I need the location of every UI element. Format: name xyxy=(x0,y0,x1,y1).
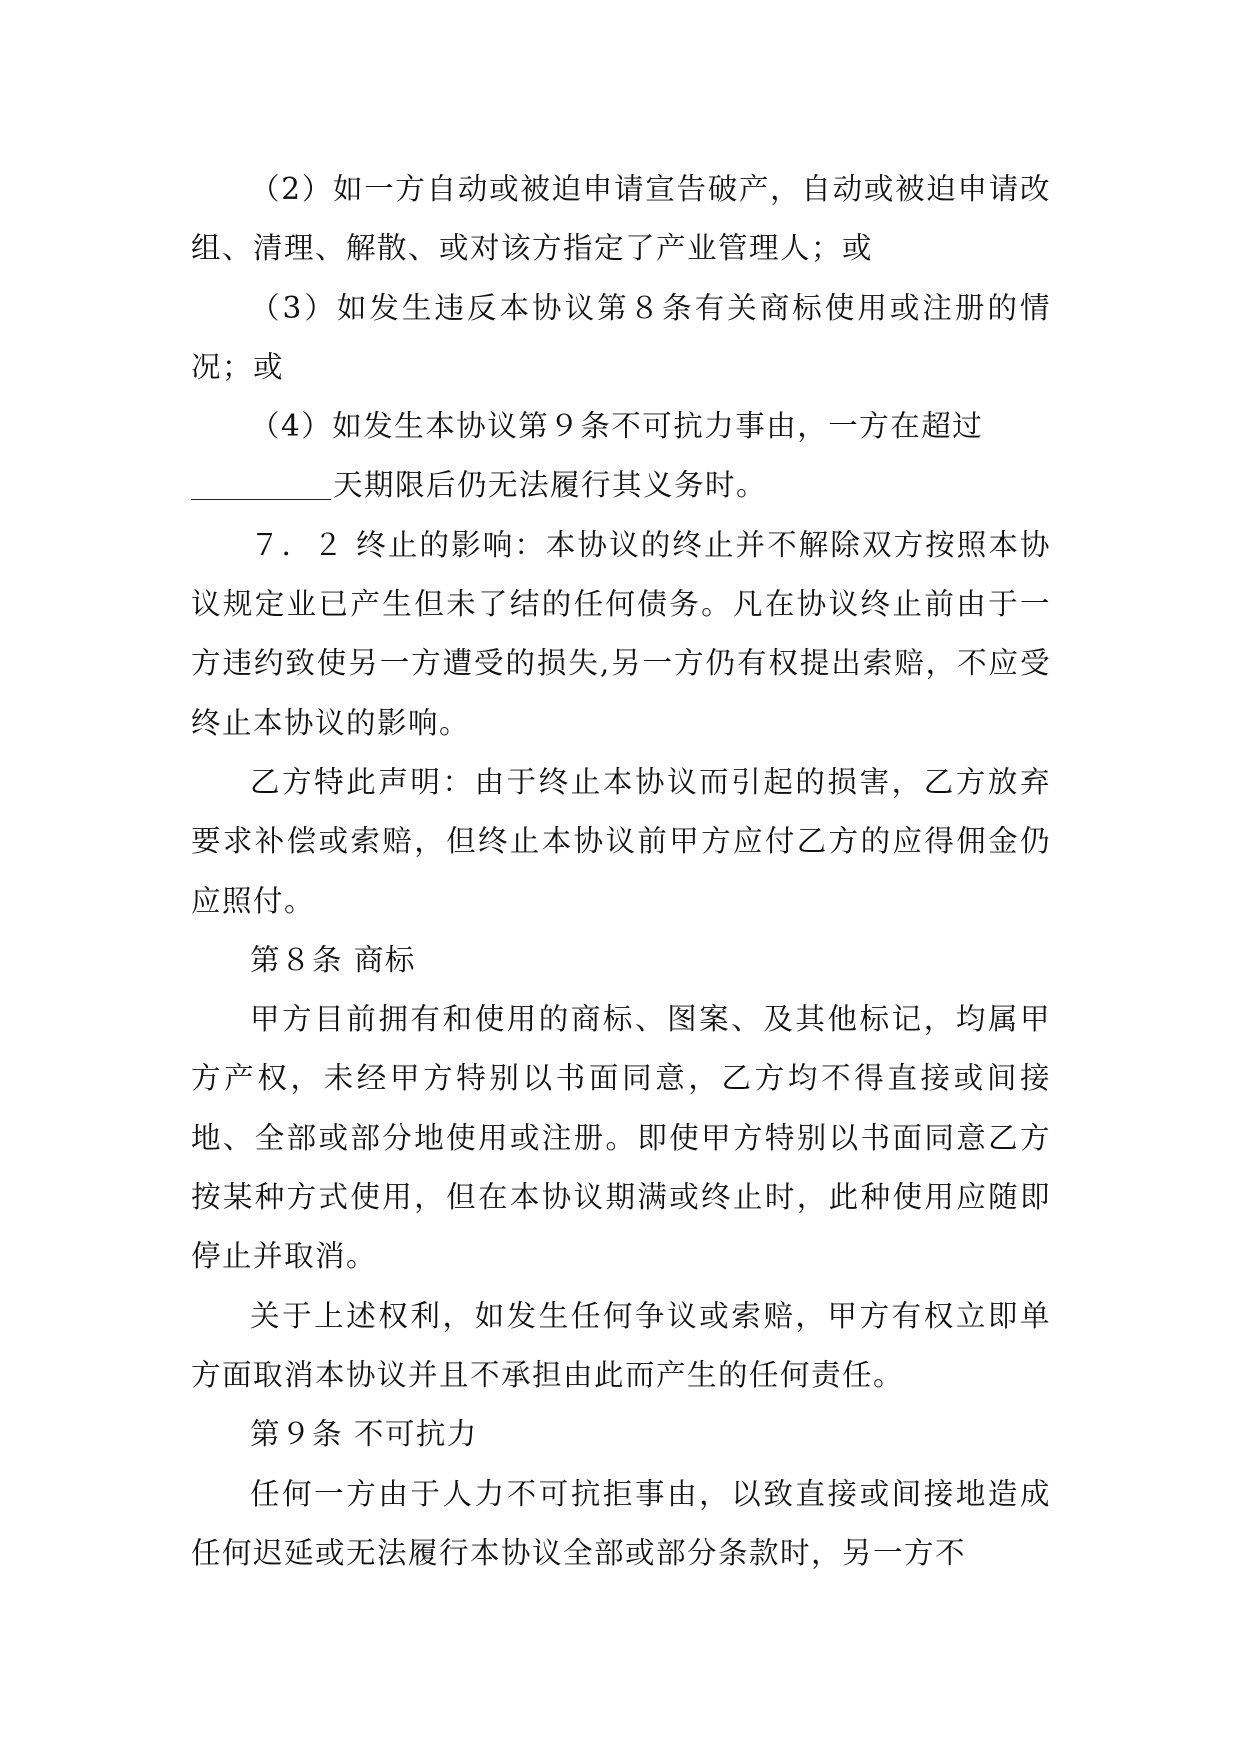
fill-in-blank xyxy=(191,468,331,500)
clause-7-1-2: （2）如一方自动或被迫申请宣告破产，自动或被迫申请改组、清理、解散、或对该方指定了产业管理人；或 xyxy=(191,172,1051,266)
article-8-paragraph-1: 甲方目前拥有和使用的商标、图案、及其他标记，均属甲方产权，未经甲方特别以书面同意，乙方均不得直接或间接地、全部或部分地使用或注册。即使甲方特别以书面同意乙方按某种方式使用，但在本协议期满或终止时，此种使用应随即停止并取消。 xyxy=(191,1002,1051,1274)
document-page xyxy=(191,160,1051,1583)
clause-7-1-3: （3）如发生违反本协议第８条有关商标使用或注册的情况；或 xyxy=(191,290,1051,384)
clause-7-1-4-line-2 xyxy=(191,456,1051,515)
clause-7-1-4-line-1: （4）如发生本协议第９条不可抗力事由，一方在超过 xyxy=(250,409,984,444)
clause-7-2: ７．２ 终止的影响：本协议的终止并不解除双方按照本协议规定业已产生但未了结的任何债务。凡在协议终止前由于一方违约致使另一方遭受的损失,另一方仍有权提出索赔，不应受终止本协议的影响。 xyxy=(191,527,1051,740)
article-9-heading: 第９条 不可抗力 xyxy=(250,1417,478,1452)
article-9-paragraph: 任何一方由于人力不可抗拒事由，以致直接或间接地造成任何迟延或无法履行本协议全部或部分条款时，另一方不 xyxy=(191,1476,1051,1570)
clause-7-1-4-continuation: 天期限后仍无法履行其义务时。 xyxy=(333,468,768,503)
article-8-paragraph-2: 关于上述权利，如发生任何争议或索赔，甲方有权立即单方面取消本协议并且不承担由此而产生的任何责任。 xyxy=(191,1298,1051,1392)
statement-party-b: 乙方特此声明：由于终止本协议而引起的损害，乙方放弃要求补偿或索赔，但终止本协议前甲方应付乙方的应得佣金仍应照付。 xyxy=(191,764,1051,918)
article-8-heading: 第８条 商标 xyxy=(250,942,416,977)
